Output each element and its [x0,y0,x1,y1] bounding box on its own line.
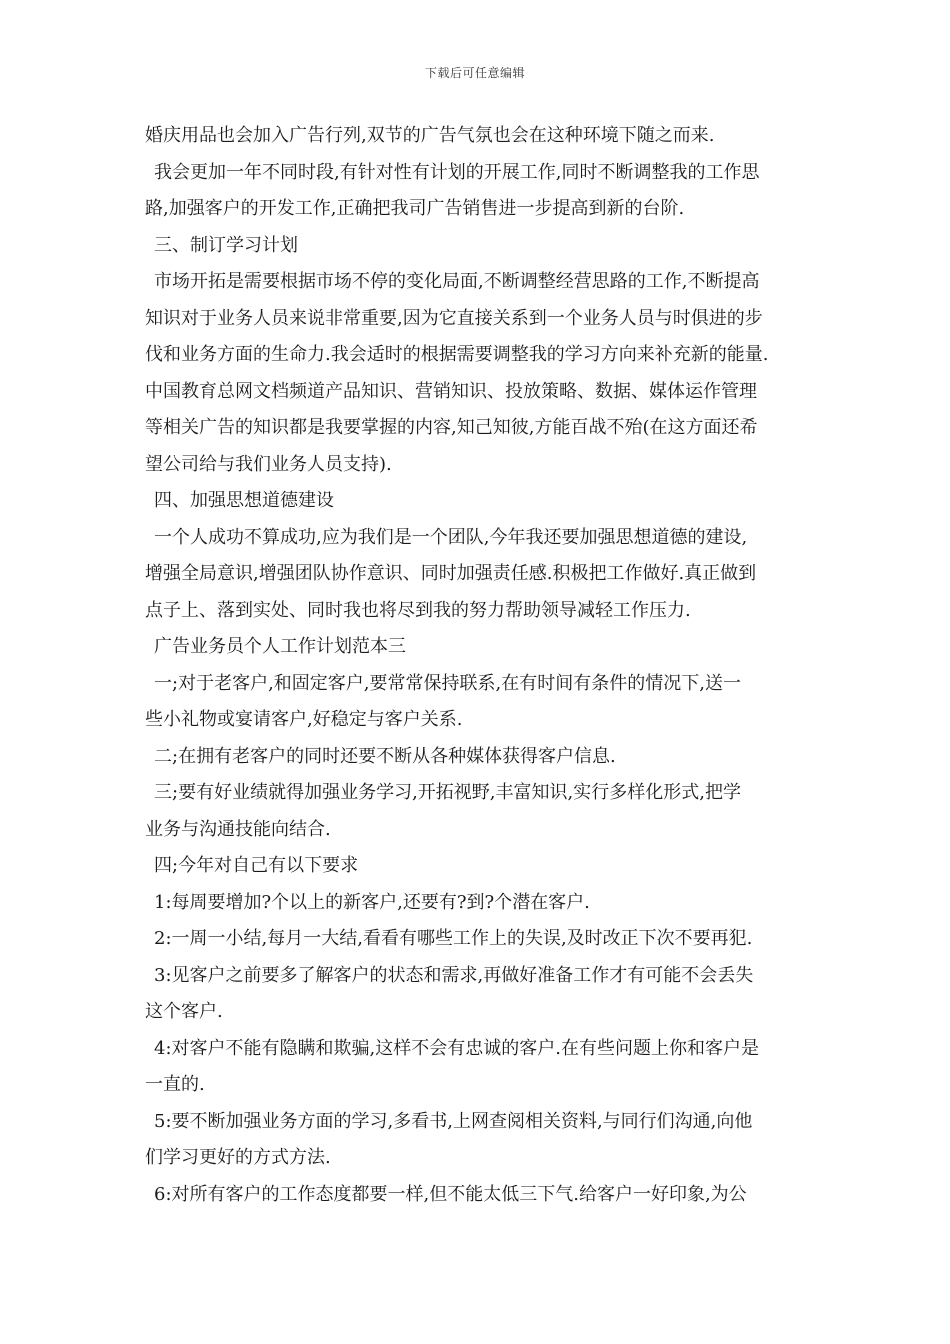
text-line: 望公司给与我们业务人员支持). [145,453,392,475]
text-line: 伐和业务方面的生命力.我会适时的根据需要调整我的学习方向来补充新的能量. [145,344,769,365]
text-line: 增强全局意识,增强团队协作意识、同时加强责任感.积极把工作做好.真正做到 [145,563,757,584]
page-header: 下载后可任意编辑 [424,66,525,80]
text-line: 广告业务员个人工作计划范本三 [154,636,406,657]
text-line: 我会更加一年不同时段,有针对性有计划的开展工作,同时不断调整我的工作思 [154,161,760,183]
text-line: 二;在拥有老客户的同时还要不断从各种媒体获得客户信息. [154,745,616,767]
text-line: 这个客户. [145,1001,223,1022]
text-line: 市场开拓是需要根据市场不停的变化局面,不断调整经营思路的工作,不断提高 [154,271,760,292]
text-line: 中国教育总网文档频道产品知识、营销知识、投放策略、数据、媒体运作管理 [145,380,757,402]
text-line: 三、制订学习计划 [154,234,298,256]
text-line: 等相关广告的知识都是我要掌握的内容,知己知彼,方能百战不殆(在这方面还希 [145,417,758,438]
text-line: 一直的. [145,1074,205,1095]
text-line: 一;对于老客户,和固定客户,要常常保持联系,在有时间有条件的情况下,送一 [154,672,741,694]
text-line: 2:一周一小结,每月一大结,看看有哪些工作上的失误,及时改正下次不要再犯. [154,928,753,949]
text-line: 些小礼物或宴请客户,好稳定与客户关系. [145,709,463,730]
text-line: 1:每周要增加?个以上的新客户,还要有?到?个潜在客户. [154,891,590,913]
text-line: 点子上、落到实处、同时我也将尽到我的努力帮助领导减轻工作压力. [145,599,691,621]
text-line: 业务与沟通技能向结合. [145,818,331,840]
document-body [145,118,815,1213]
text-line: 5:要不断加强业务方面的学习,多看书,上网查阅相关资料,与同行们沟通,向他 [154,1110,753,1132]
text-line: 三;要有好业绩就得加强业务学习,开拓视野,丰富知识,实行多样化形式,把学 [154,782,741,803]
text-line: 路,加强客户的开发工作,正确把我司广告销售进一步提高到新的台阶. [145,198,685,219]
text-line: 四、加强思想道德建设 [154,490,334,511]
text-line: 4:对客户不能有隐瞒和欺骗,这样不会有忠诚的客户.在有些问题上你和客户是 [154,1037,759,1059]
text-line: 四;今年对自己有以下要求 [154,855,359,876]
text-line: 一个人成功不算成功,应为我们是一个团队,今年我还要加强思想道德的建设, [154,526,748,548]
text-line: 6:对所有客户的工作态度都要一样,但不能太低三下气.给客户一好印象,为公 [154,1183,747,1205]
text-line: 们学习更好的方式方法. [145,1147,331,1168]
text-line: 3:见客户之前要多了解客户的状态和需求,再做好准备工作才有可能不会丢失 [154,964,754,986]
text-line: 婚庆用品也会加入广告行列,双节的广告气氛也会在这种环境下随之而来. [145,125,715,146]
text-line: 知识对于业务人员来说非常重要,因为它直接关系到一个业务人员与时俱进的步 [145,307,763,329]
